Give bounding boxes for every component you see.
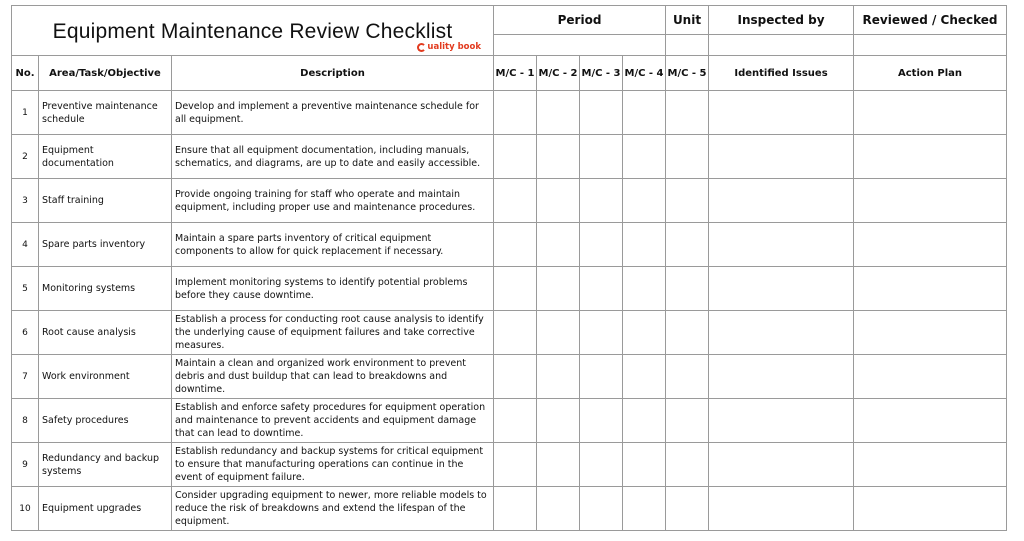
row-mc3-cell[interactable] bbox=[580, 355, 623, 399]
row-action-plan-cell[interactable] bbox=[854, 355, 1007, 399]
row-number: 3 bbox=[12, 179, 39, 223]
row-mc4-cell[interactable] bbox=[623, 487, 666, 531]
col-mc4-header: M/C - 4 bbox=[623, 56, 666, 91]
table-row bbox=[12, 267, 1007, 311]
row-description: Provide ongoing training for staff who operate and maintain equipment, including proper use and maintenance procedures. bbox=[172, 179, 494, 223]
row-mc5-cell[interactable] bbox=[666, 487, 709, 531]
row-action-plan-cell[interactable] bbox=[854, 399, 1007, 443]
row-description: Ensure that all equipment documentation, including manuals, schematics, and diagrams, are up to date and easily accessible. bbox=[172, 135, 494, 179]
row-identified-issues-cell[interactable] bbox=[709, 91, 854, 135]
inspected-by-value-cell[interactable] bbox=[709, 35, 854, 56]
page-title: Equipment Maintenance Review Checklist bbox=[52, 19, 453, 43]
col-issues-header: Identified Issues bbox=[709, 56, 854, 91]
row-mc2-cell[interactable] bbox=[537, 179, 580, 223]
row-mc5-cell[interactable] bbox=[666, 355, 709, 399]
col-no-header: No. bbox=[12, 56, 39, 91]
row-action-plan-cell[interactable] bbox=[854, 443, 1007, 487]
row-mc2-cell[interactable] bbox=[537, 399, 580, 443]
row-mc2-cell[interactable] bbox=[537, 223, 580, 267]
row-number: 8 bbox=[12, 399, 39, 443]
row-description: Establish and enforce safety procedures for equipment operation and maintenance to prevent accidents and equipment damage that can lead to downtime. bbox=[172, 399, 494, 443]
row-action-plan-cell[interactable] bbox=[854, 487, 1007, 531]
row-mc2-cell[interactable] bbox=[537, 355, 580, 399]
table-row bbox=[12, 443, 1007, 487]
row-description: Maintain a clean and organized work environment to prevent debris and dust buildup that can lead to breakdowns and downtime. bbox=[172, 355, 494, 399]
row-number: 1 bbox=[12, 91, 39, 135]
row-identified-issues-cell[interactable] bbox=[709, 135, 854, 179]
row-mc4-cell[interactable] bbox=[623, 311, 666, 355]
row-action-plan-cell[interactable] bbox=[854, 223, 1007, 267]
row-area: Root cause analysis bbox=[39, 311, 172, 355]
title-cell bbox=[12, 6, 494, 56]
row-mc4-cell[interactable] bbox=[623, 443, 666, 487]
row-area: Staff training bbox=[39, 179, 172, 223]
checklist-body bbox=[12, 91, 1007, 531]
row-mc1-cell[interactable] bbox=[494, 179, 537, 223]
row-mc5-cell[interactable] bbox=[666, 267, 709, 311]
row-mc1-cell[interactable] bbox=[494, 399, 537, 443]
row-mc1-cell[interactable] bbox=[494, 487, 537, 531]
table-row bbox=[12, 223, 1007, 267]
row-number: 5 bbox=[12, 267, 39, 311]
row-number: 2 bbox=[12, 135, 39, 179]
row-area: Spare parts inventory bbox=[39, 223, 172, 267]
table-row bbox=[12, 91, 1007, 135]
row-mc2-cell[interactable] bbox=[537, 443, 580, 487]
logo-text: uality book bbox=[427, 42, 482, 52]
col-area-header: Area/Task/Objective bbox=[39, 56, 172, 91]
row-area: Equipment documentation bbox=[39, 135, 172, 179]
row-mc2-cell[interactable] bbox=[537, 311, 580, 355]
row-mc3-cell[interactable] bbox=[580, 223, 623, 267]
row-mc3-cell[interactable] bbox=[580, 135, 623, 179]
row-mc4-cell[interactable] bbox=[623, 91, 666, 135]
row-mc5-cell[interactable] bbox=[666, 135, 709, 179]
row-mc3-cell[interactable] bbox=[580, 311, 623, 355]
row-mc1-cell[interactable] bbox=[494, 267, 537, 311]
row-mc2-cell[interactable] bbox=[537, 487, 580, 531]
row-action-plan-cell[interactable] bbox=[854, 179, 1007, 223]
row-mc2-cell[interactable] bbox=[537, 267, 580, 311]
row-mc5-cell[interactable] bbox=[666, 399, 709, 443]
row-number: 6 bbox=[12, 311, 39, 355]
table-row bbox=[12, 399, 1007, 443]
row-area: Preventive maintenance schedule bbox=[39, 91, 172, 135]
col-mc2-header: M/C - 2 bbox=[537, 56, 580, 91]
row-mc5-cell[interactable] bbox=[666, 443, 709, 487]
row-mc4-cell[interactable] bbox=[623, 267, 666, 311]
row-mc1-cell[interactable] bbox=[494, 91, 537, 135]
row-identified-issues-cell[interactable] bbox=[709, 487, 854, 531]
col-mc5-header: M/C - 5 bbox=[666, 56, 709, 91]
col-mc3-header: M/C - 3 bbox=[580, 56, 623, 91]
row-number: 9 bbox=[12, 443, 39, 487]
col-mc1-header: M/C - 1 bbox=[494, 56, 537, 91]
period-header: Period bbox=[494, 6, 666, 35]
row-action-plan-cell[interactable] bbox=[854, 135, 1007, 179]
col-action-header: Action Plan bbox=[854, 56, 1007, 91]
table-row bbox=[12, 311, 1007, 355]
reviewed-checked-header: Reviewed / Checked bbox=[854, 6, 1007, 35]
logo-mark-icon bbox=[417, 43, 426, 52]
row-description: Implement monitoring systems to identify potential problems before they cause downtime. bbox=[172, 267, 494, 311]
row-action-plan-cell[interactable] bbox=[854, 267, 1007, 311]
row-number: 10 bbox=[12, 487, 39, 531]
row-area: Safety procedures bbox=[39, 399, 172, 443]
row-identified-issues-cell[interactable] bbox=[709, 443, 854, 487]
row-mc3-cell[interactable] bbox=[580, 399, 623, 443]
row-identified-issues-cell[interactable] bbox=[709, 267, 854, 311]
unit-header: Unit bbox=[666, 6, 709, 35]
row-description: Establish a process for conducting root cause analysis to identify the underlying cause of equipment failures and take corrective measures. bbox=[172, 311, 494, 355]
row-mc5-cell[interactable] bbox=[666, 311, 709, 355]
row-description: Establish redundancy and backup systems for critical equipment to ensure that manufacturing operations can continue in the event of equipment failure. bbox=[172, 443, 494, 487]
unit-value-cell[interactable] bbox=[666, 35, 709, 56]
quality-book-logo bbox=[417, 42, 481, 52]
row-mc1-cell[interactable] bbox=[494, 135, 537, 179]
row-mc3-cell[interactable] bbox=[580, 443, 623, 487]
row-mc3-cell[interactable] bbox=[580, 267, 623, 311]
row-mc1-cell[interactable] bbox=[494, 443, 537, 487]
row-mc2-cell[interactable] bbox=[537, 91, 580, 135]
row-number: 7 bbox=[12, 355, 39, 399]
table-row bbox=[12, 179, 1007, 223]
row-area: Monitoring systems bbox=[39, 267, 172, 311]
row-mc4-cell[interactable] bbox=[623, 135, 666, 179]
checklist-table bbox=[11, 5, 1007, 531]
row-mc5-cell[interactable] bbox=[666, 179, 709, 223]
row-area: Redundancy and backup systems bbox=[39, 443, 172, 487]
row-identified-issues-cell[interactable] bbox=[709, 355, 854, 399]
table-row bbox=[12, 487, 1007, 531]
row-description: Consider upgrading equipment to newer, more reliable models to reduce the risk of breakdowns and extend the lifespan of the equipment. bbox=[172, 487, 494, 531]
row-identified-issues-cell[interactable] bbox=[709, 223, 854, 267]
inspected-by-header: Inspected by bbox=[709, 6, 854, 35]
row-action-plan-cell[interactable] bbox=[854, 91, 1007, 135]
row-mc4-cell[interactable] bbox=[623, 179, 666, 223]
row-mc3-cell[interactable] bbox=[580, 487, 623, 531]
row-mc5-cell[interactable] bbox=[666, 91, 709, 135]
row-area: Equipment upgrades bbox=[39, 487, 172, 531]
reviewed-checked-value-cell[interactable] bbox=[854, 35, 1007, 56]
row-description: Develop and implement a preventive maintenance schedule for all equipment. bbox=[172, 91, 494, 135]
row-mc4-cell[interactable] bbox=[623, 399, 666, 443]
row-mc1-cell[interactable] bbox=[494, 355, 537, 399]
table-row bbox=[12, 135, 1007, 179]
row-identified-issues-cell[interactable] bbox=[709, 311, 854, 355]
row-number: 4 bbox=[12, 223, 39, 267]
table-row bbox=[12, 355, 1007, 399]
period-value-cell[interactable] bbox=[494, 35, 666, 56]
row-action-plan-cell[interactable] bbox=[854, 311, 1007, 355]
col-description-header: Description bbox=[172, 56, 494, 91]
row-mc1-cell[interactable] bbox=[494, 223, 537, 267]
row-identified-issues-cell[interactable] bbox=[709, 399, 854, 443]
row-mc5-cell[interactable] bbox=[666, 223, 709, 267]
row-mc2-cell[interactable] bbox=[537, 135, 580, 179]
row-mc3-cell[interactable] bbox=[580, 179, 623, 223]
row-identified-issues-cell[interactable] bbox=[709, 179, 854, 223]
row-area: Work environment bbox=[39, 355, 172, 399]
row-mc4-cell[interactable] bbox=[623, 223, 666, 267]
row-mc4-cell[interactable] bbox=[623, 355, 666, 399]
row-mc1-cell[interactable] bbox=[494, 311, 537, 355]
row-description: Maintain a spare parts inventory of critical equipment components to allow for quick replacement if necessary. bbox=[172, 223, 494, 267]
row-mc3-cell[interactable] bbox=[580, 91, 623, 135]
